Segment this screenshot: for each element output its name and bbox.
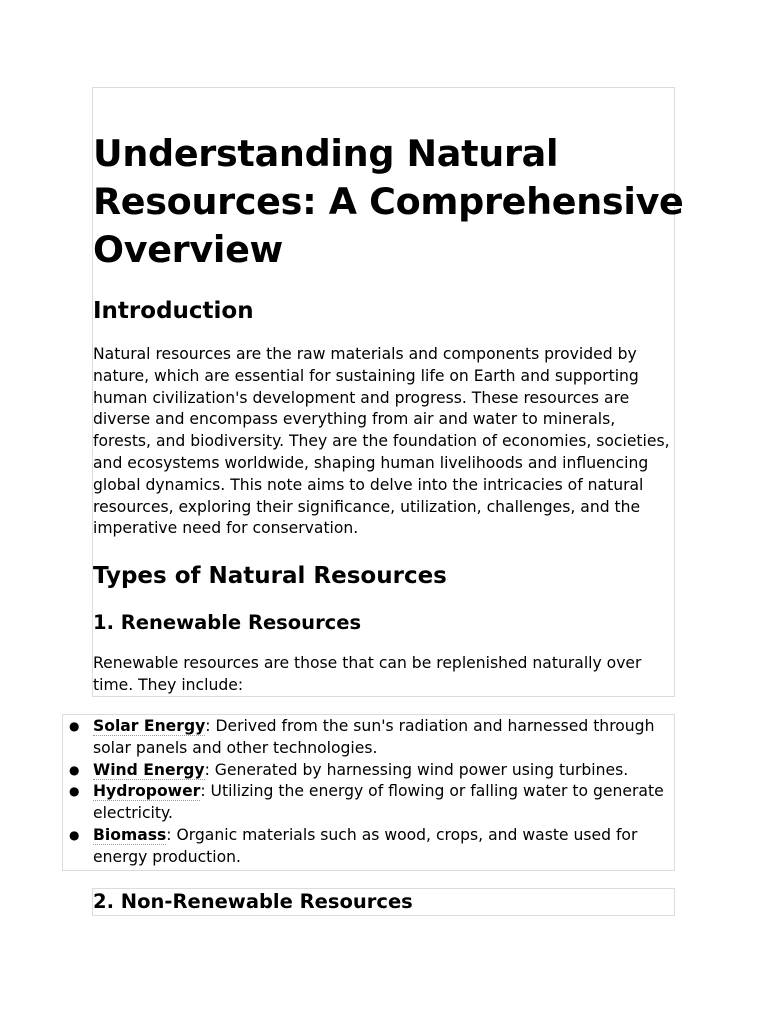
list-item-description: : Generated by harnessing wind power using turbines. xyxy=(204,760,629,779)
renewable-list xyxy=(69,716,683,869)
introduction-paragraph: Natural resources are the raw materials and components provided by nature, which are essential for sustaining life on Earth and supporting human civilization's development and progress. These resources are diverse and encompass everything from air and water to minerals, forests, and biodiversity. They are the foundation of economies, societies, and ecosystems worldwide, shaping human livelihoods and influencing global dynamics. This note aims to delve into the intricacies of natural resources, exploring their significance, utilization, challenges, and the imperative need for conservation. xyxy=(93,345,670,538)
types-heading: Types of Natural Resources xyxy=(93,563,447,589)
list-item-term[interactable]: Solar Energy xyxy=(93,717,206,735)
renewable-paragraph: Renewable resources are those that can be replenished naturally over time. They include: xyxy=(93,654,642,694)
list-item-term[interactable]: Biomass xyxy=(93,825,167,844)
bullet-icon: ● xyxy=(69,762,80,777)
list-item-description: : Organic materials such as wood, crops, and waste used for energy production. xyxy=(93,825,638,866)
list-item xyxy=(69,760,683,782)
bullet-icon: ● xyxy=(69,719,80,733)
list-item xyxy=(69,825,683,869)
list-item xyxy=(69,716,683,760)
renewable-heading: 1. Renewable Resources xyxy=(93,611,362,634)
introduction-heading: Introduction xyxy=(93,298,254,324)
list-item-description: : Utilizing the energy of flowing or falling water to generate electricity. xyxy=(93,782,664,823)
list-item xyxy=(69,781,683,825)
bullet-icon: ● xyxy=(69,827,80,842)
list-item-description: : Derived from the sun's radiation and harnessed through solar panels and other technologies. xyxy=(93,717,655,757)
bullet-icon: ● xyxy=(69,784,80,799)
list-item-term[interactable]: Hydropower xyxy=(93,782,201,801)
document-title: Understanding Natural Resources: A Comprehensive Overview xyxy=(93,132,684,271)
list-item-term[interactable]: Wind Energy xyxy=(93,760,205,779)
nonrenewable-heading: 2. Non-Renewable Resources xyxy=(93,890,413,913)
